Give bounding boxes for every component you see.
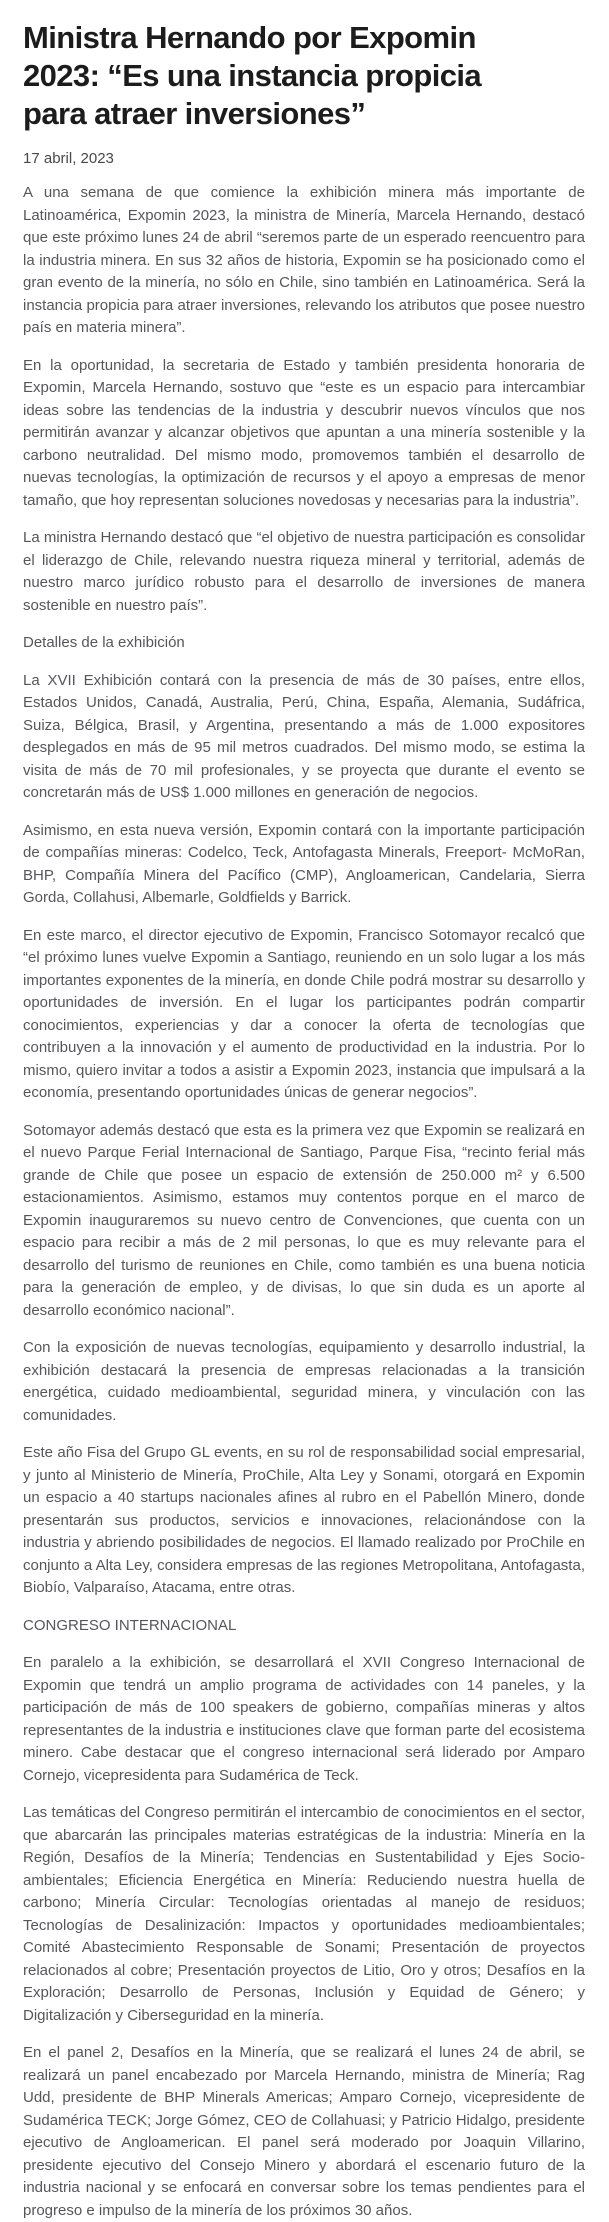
article-title: Ministra Hernando por Expomin 2023: “Es una instancia propicia para atraer inversiones” [23,20,482,131]
article-paragraph: Las temáticas del Congreso permitirán el intercambio de conocimientos en el sector, que abarcarán las principales materias estratégicas de la industria: Minería en la Región, Desafíos de la Minería; Tendencias en Sustentabilidad y Ejes Socio-ambientales; Eficiencia Energética en Minería: Reduciendo nuestra huella de carbono; Minería Circular: Tecnologías orientadas al manejo de residuos; Tecnologías de Desalinización: Impactos y oportunidades medioambientales; Comité Abastecimiento Responsable de Sonami; Presentación de proyectos relacionados al cobre; Presentación proyectos de Litio, Oro y otros; Desafíos en la Exploración; Desarrollo de Personas, Inclusión y Equidad de Género; y Digitalización y Ciberseguridad en la minería. [23,1804,585,2024]
article-paragraph: Con la exposición de nuevas tecnologías, equipamiento y desarrollo industrial, la exhibición destacará la presencia de empresas relacionadas a la transición energética, cuidado medioambiental, seguridad minera, y vinculación con las comunidades. [23,1339,585,1424]
article-body [23,182,585,2222]
article-paragraph: Este año Fisa del Grupo GL events, en su rol de responsabilidad social empresarial, y junto al Ministerio de Minería, ProChile, Alta Ley y Sonami, otorgará en Expomin un espacio a 40 startups nacionales afines al rubro en el Pabellón Minero, donde presentarán sus productos, servicios e innovaciones, relacionándose con la industria y abriendo posibilidades de negocios. El llamado realizado por ProChile en conjunto a Alta Ley, considera empresas de las regiones Metropolitana, Antofagasta, Biobío, Valparaíso, Atacama, entre otras. [23,1444,585,1596]
article-paragraph: Asimismo, en esta nueva versión, Expomin contará con la importante participación de compañías mineras: Codelco, Teck, Antofagasta Minerals, Freeport- McMoRan, BHP, Compañía Minera del Pacífico (CMP), Angloamerican, Candelaria, Sierra Gorda, Collahusi, Albemarle, Goldfields y Barrick. [23,821,585,906]
article-date: 17 abril, 2023 [23,150,114,167]
article-paragraph: La ministra Hernando destacó que “el objetivo de nuestra participación es consolidar el liderazgo de Chile, relevando nuestra riqueza mineral y territorial, además de nuestro marco jurídico robusto para el desarrollo de inversiones de manera sostenible en nuestro país”. [23,529,585,614]
article-paragraph: A una semana de que comience la exhibición minera más importante de Latinoamérica, Expomin 2023, la ministra de Minería, Marcela Hernando, destacó que este próximo lunes 24 de abril “seremos parte de un esperado reencuentro para la industria minera. En sus 32 años de historia, Expomin se ha posicionado como el gran evento de la minería, no sólo en Chile, sino también en Latinoamérica. Será la instancia propicia para atraer inversiones, relevando los atributos que posee nuestro país en materia minera”. [23,184,585,336]
article-paragraph: En la oportunidad, la secretaria de Estado y también presidenta honoraria de Expomin, Marcela Hernando, sostuvo que “este es un espacio para intercambiar ideas sobre las tendencias de la industria y descubrir nuevos vínculos que nos permitirán avanzar y alcanzar objetivos que apuntan a una minería sostenible y la carbono neutralidad. Del mismo modo, promovemos también el desarrollo de nuevas tecnologías, la optimización de recursos y el apoyo a empresas de menor tamaño, que hoy representan soluciones novedosas y necesarias para la industria”. [23,356,585,509]
article-paragraph: En paralelo a la exhibición, se desarrollará el XVII Congreso Internacional de Expomin que tendrá un amplio programa de actividades con 14 paneles, y la participación de más de 100 speakers de gobierno, compañías mineras y altos representantes de la industria e instituciones clave que forman parte del ecosistema minero. Cabe destacar que el congreso internacional será liderado por Amparo Cornejo, vicepresidenta para Sudamérica de Teck. [23,1654,585,1784]
article-paragraph: En el panel 2, Desafíos en la Minería, que se realizará el lunes 24 de abril, se realizará un panel encabezado por Marcela Hernando, ministra de Minería; Rag Udd, presidente de BHP Minerals Americas; Amparo Cornejo, vicepresidente de Sudamérica TECK; Jorge Gómez, CEO de Collahuasi; y Patricio Hidalgo, presidente ejecutivo de Angloamerican. El panel será moderado por Joaquin Villarino, presidente ejecutivo del Consejo Minero y abordará el escenario futuro de la industria nacional y se enfocará en conversar sobre los temas pendientes para el progreso e impulso de la minería de los próximos 30 años. [23,2044,585,2219]
article-paragraph: En este marco, el director ejecutivo de Expomin, Francisco Sotomayor recalcó que “el próximo lunes vuelve Expomin a Santiago, reuniendo en un solo lugar a los más importantes exponentes de la minería, en donde Chile podrá mostrar su desarrollo y oportunidades de inversión. En el lugar los participantes podrán compartir conocimientos, experiencias y dar a conocer la oferta de tecnologías que contribuyen a la innovación y el aumento de productividad en la industria. Por lo mismo, quiero invitar a todos a asistir a Expomin 2023, instancia que impulsará a la economía, presentando oportunidades únicas de generar negocios”. [23,926,585,1101]
section-heading: Detalles de la exhibición [23,634,185,651]
article-paragraph: Sotomayor además destacó que esta es la primera vez que Expomin se realizará en el nuevo Parque Ferial Internacional de Santiago, Parque Fisa, “recinto ferial más grande de Chile que posee un espacio de extensión de 250.000 m² y 6.500 estacionamientos. Asimismo, estamos muy contentos porque en el marco de Expomin inauguraremos su nuevo centro de Convenciones, que cuenta con un espacio para recibir a más de 2 mil personas, lo que es muy relevante para el desarrollo del turismo de reuniones en Chile, como también es una buena noticia para la generación de empleo, y de divisas, lo que sin duda es un aporte al desarrollo económico nacional”. [23,1121,585,1319]
section-heading: CONGRESO INTERNACIONAL [23,1616,237,1634]
article-paragraph: La XVII Exhibición contará con la presencia de más de 30 países, entre ellos, Estados Unidos, Canadá, Australia, Perú, China, España, Alemania, Sudáfrica, Suiza, Bélgica, Brasil, y Argentina, presentando a más de 1.000 expositores desplegados en más de 95 mil metros cuadrados. Del mismo modo, se estima la visita de más de 70 mil profesionales, y se proyecta que durante el evento se concretarán más de US$ 1.000 millones en generación de negocios. [23,671,585,801]
